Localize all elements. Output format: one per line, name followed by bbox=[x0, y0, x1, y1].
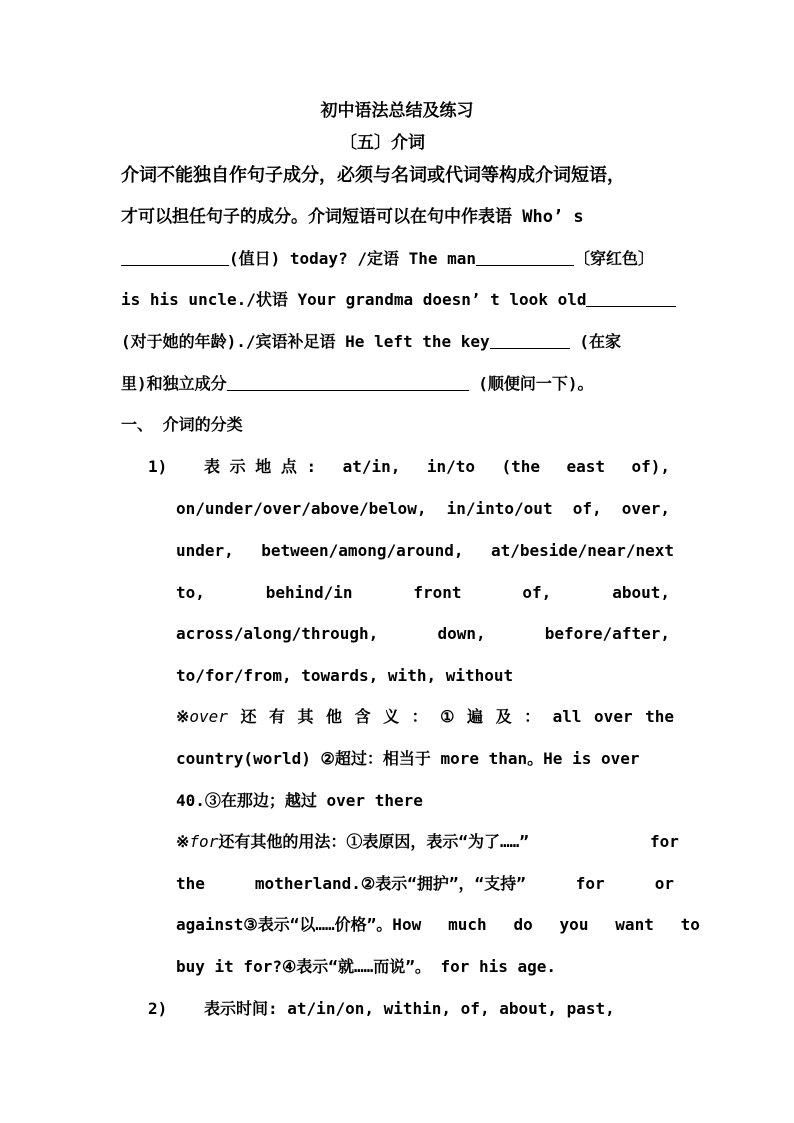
item-2-label: 表示时间: bbox=[204, 999, 278, 1018]
over-note-line-1 bbox=[176, 706, 674, 728]
word: under, bbox=[176, 541, 234, 560]
word: down, bbox=[437, 624, 486, 643]
word: do bbox=[513, 915, 533, 934]
hint-by-the-way: (顺便问一下)。 bbox=[478, 374, 594, 393]
word: 他 bbox=[326, 707, 343, 726]
word: against③表示“以……价格”。How bbox=[176, 915, 422, 934]
intro-line-4-text: is his uncle./状语 Your grandma doesn’ t look old bbox=[121, 290, 587, 309]
intro-line-6 bbox=[121, 373, 594, 395]
word: all bbox=[552, 707, 582, 726]
word: over, bbox=[621, 499, 670, 518]
word: to bbox=[680, 915, 700, 934]
for-note-line-2 bbox=[176, 873, 674, 895]
word: 其 bbox=[297, 707, 314, 726]
word: motherland.②表示“拥护”，“支持” bbox=[254, 874, 526, 893]
word: 还 bbox=[240, 707, 257, 726]
blank-1[interactable] bbox=[121, 249, 229, 266]
word: of, bbox=[572, 499, 602, 518]
for-note-line-4: buy it for?④表示“就……而说”。 for his age. bbox=[176, 957, 557, 976]
intro-line-5 bbox=[121, 331, 621, 353]
item-2-text: at/in/on, within, of, about, past, bbox=[287, 999, 615, 1018]
word: of, bbox=[522, 583, 552, 602]
word: at/in, bbox=[342, 457, 401, 476]
for-keyword: for bbox=[189, 832, 219, 851]
word: between/among/around, bbox=[261, 541, 464, 560]
word: before/after, bbox=[544, 624, 670, 643]
over-note-line-2: country(world) ②超过：相当于 more than。He is over bbox=[176, 749, 640, 768]
item-2-line-1 bbox=[204, 998, 615, 1020]
word: the bbox=[176, 874, 205, 893]
section-1-heading: 一、 介词的分类 bbox=[121, 415, 243, 434]
for-note-line-1 bbox=[176, 831, 529, 853]
word: over bbox=[594, 707, 633, 726]
intro-line-2: 才可以担任句子的成分。介词短语可以在句中作表语 Who’ s bbox=[121, 207, 584, 227]
for-note-text: 还有其他的用法：①表原因，表示“为了……” bbox=[218, 832, 529, 851]
word: 义 bbox=[383, 707, 400, 726]
hint-duty: (值日) today? /定语 The man bbox=[229, 249, 477, 268]
item-2-number: 2) bbox=[148, 999, 168, 1018]
word: (the bbox=[501, 457, 541, 476]
word: ① bbox=[440, 707, 455, 726]
word: 有 bbox=[268, 707, 285, 726]
word: at/beside/near/next bbox=[490, 541, 674, 560]
over-keyword: over bbox=[189, 707, 228, 726]
word: in/to bbox=[426, 457, 476, 476]
word: about, bbox=[612, 583, 670, 602]
blank-4[interactable] bbox=[490, 332, 570, 349]
word: 及 bbox=[495, 707, 512, 726]
blank-3[interactable] bbox=[586, 290, 676, 307]
for-note-line-3 bbox=[176, 914, 700, 936]
blank-5[interactable] bbox=[227, 374, 469, 391]
item-1-line-3 bbox=[176, 540, 674, 562]
hint-red: 〔穿红色〕 bbox=[574, 249, 655, 268]
word: much bbox=[448, 915, 487, 934]
word: for bbox=[575, 874, 605, 893]
item-1-line-2 bbox=[176, 498, 670, 520]
word: of), bbox=[631, 457, 670, 476]
intro-line-4 bbox=[121, 289, 676, 311]
word: behind/in bbox=[265, 583, 353, 602]
over-note-line-3: 40.③在那边；越过 over there bbox=[176, 791, 423, 810]
word: ： bbox=[524, 707, 541, 726]
item-1-line-1 bbox=[204, 456, 670, 478]
word: front bbox=[413, 583, 462, 602]
blank-2[interactable] bbox=[476, 249, 574, 266]
item-1-label: 表 示 地 点 : bbox=[204, 457, 317, 476]
word: the bbox=[645, 707, 674, 726]
page-subtitle: 〔五〕介词 bbox=[340, 133, 425, 153]
word: 含 bbox=[354, 707, 371, 726]
word: across/along/through, bbox=[176, 624, 379, 643]
item-1-number: 1) bbox=[148, 457, 168, 476]
intro-line-5-text: (对于她的年龄)./宾语补足语 He left the key bbox=[121, 332, 490, 351]
intro-line-1: 介词不能独自作句子成分，必须与名词或代词等构成介词短语， bbox=[121, 165, 625, 186]
word: 遍 bbox=[467, 707, 484, 726]
note-mark: ※ bbox=[176, 832, 190, 851]
word: want bbox=[615, 915, 654, 934]
word: to, bbox=[176, 583, 205, 602]
word: or bbox=[654, 874, 674, 893]
item-1-line-4 bbox=[176, 582, 670, 604]
hint-home: (在家 bbox=[579, 332, 621, 351]
word: you bbox=[559, 915, 589, 934]
word: ： bbox=[411, 707, 428, 726]
intro-line-3 bbox=[121, 248, 654, 270]
word: east bbox=[566, 457, 606, 476]
word: in/into/out bbox=[446, 499, 553, 518]
for-note-line-1-end: for bbox=[650, 832, 679, 851]
over-note-head bbox=[176, 706, 228, 728]
item-1-line-5 bbox=[176, 623, 670, 645]
note-mark: ※ bbox=[176, 707, 190, 726]
intro-line-6-text: 里)和独立成分 bbox=[121, 374, 227, 393]
page-title: 初中语法总结及练习 bbox=[320, 101, 474, 121]
word: on/under/over/above/below, bbox=[176, 499, 427, 518]
item-1-line-6: to/for/from, towards, with, without bbox=[176, 666, 514, 685]
